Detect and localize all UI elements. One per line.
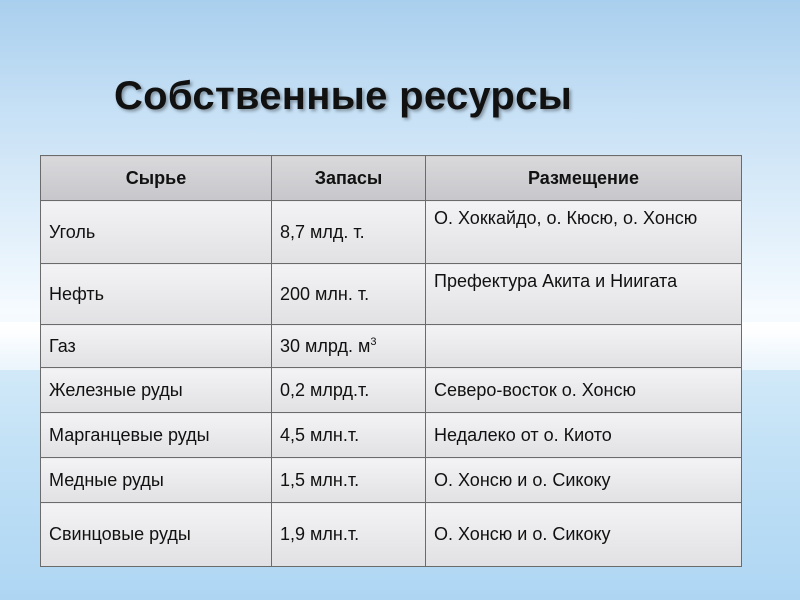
cell-raw: Марганцевые руды — [41, 413, 272, 458]
resources-table — [40, 155, 742, 567]
table-header-row — [41, 156, 742, 201]
cell-placement: О. Хонсю и о. Сикоку — [426, 458, 742, 503]
cell-placement: Недалеко от о. Киото — [426, 413, 742, 458]
cell-reserves: 4,5 млн.т. — [272, 413, 426, 458]
cell-raw: Медные руды — [41, 458, 272, 503]
header-raw: Сырье — [41, 156, 272, 201]
table-row — [41, 264, 742, 325]
cell-placement: О. Хоккайдо, о. Кюсю, о. Хонсю — [426, 201, 742, 264]
table-row — [41, 201, 742, 264]
header-reserves: Запасы — [272, 156, 426, 201]
cell-reserves: 8,7 млд. т. — [272, 201, 426, 264]
table-row — [41, 325, 742, 368]
cell-reserves-value: 30 млрд. м — [280, 335, 371, 356]
table-row — [41, 413, 742, 458]
table-row — [41, 368, 742, 413]
table-row — [41, 503, 742, 567]
cell-reserves: 1,5 млн.т. — [272, 458, 426, 503]
cell-reserves-superscript: 3 — [370, 335, 377, 348]
cell-reserves: 0,2 млрд.т. — [272, 368, 426, 413]
header-placement: Размещение — [426, 156, 742, 201]
slide-title: Собственные ресурсы — [114, 74, 573, 118]
cell-raw: Газ — [41, 325, 272, 368]
cell-placement — [426, 325, 742, 368]
cell-placement: О. Хонсю и о. Сикоку — [426, 503, 742, 567]
cell-raw: Нефть — [41, 264, 272, 325]
cell-raw: Уголь — [41, 201, 272, 264]
cell-placement: Префектура Акита и Ниигата — [426, 264, 742, 325]
cell-reserves: 1,9 млн.т. — [272, 503, 426, 567]
cell-raw: Железные руды — [41, 368, 272, 413]
cell-raw: Свинцовые руды — [41, 503, 272, 567]
cell-reserves: 200 млн. т. — [272, 264, 426, 325]
table-row — [41, 458, 742, 503]
cell-reserves — [272, 325, 426, 368]
cell-placement: Северо-восток о. Хонсю — [426, 368, 742, 413]
